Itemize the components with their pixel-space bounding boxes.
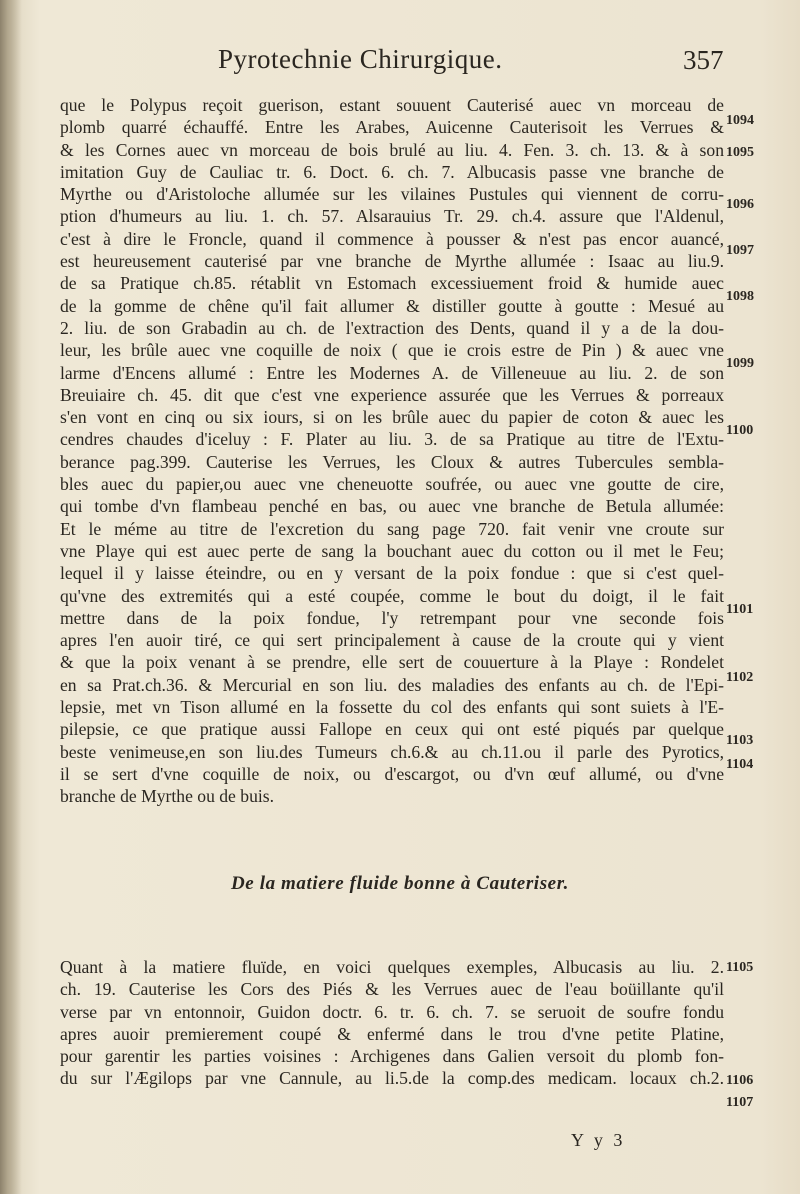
text-line: Breuiaire ch. 45. dit que c'est vne experience assurée que les Verrues & porreaux bbox=[60, 384, 724, 405]
margin-note: 1102 bbox=[726, 670, 754, 685]
text-line: est heureusement cauterisé par vne branche de Myrthe allumée : Isaac au liu.9. bbox=[60, 251, 724, 272]
margin-note: 1107 bbox=[726, 1095, 754, 1110]
text-line: qu'vne des extremités qui a esté coupée, comme le bout du doigt, il le fait bbox=[60, 585, 724, 606]
text-line: lepsie, met vn Tison allumé en la fossette du col des enfants qui sont suiets à l'E- bbox=[60, 697, 724, 718]
margin-note: 1100 bbox=[726, 423, 754, 438]
text-line: il se sert d'vne coquille de noix, ou d'escargot, ou d'vn œuf allumé, ou d'vne bbox=[60, 763, 724, 784]
section-heading: De la matiere fluide bonne à Cauteriser. bbox=[230, 873, 570, 894]
text-line: imitation Guy de Cauliac tr. 6. Doct. 6. ch. 7. Albucasis passe vne branche de bbox=[60, 161, 724, 182]
margin-note: 1099 bbox=[726, 356, 754, 371]
text-line: larme d'Encens allumé : Entre les Modernes A. de Villeneuue au liu. 2. de son bbox=[60, 362, 724, 383]
page-header bbox=[0, 44, 800, 84]
text-line: pilepsie, ce que pratique aussi Fallope en ceux qui ont esté piqués par quelque bbox=[60, 719, 724, 740]
text-line: pour garentir les parties voisines : Archigenes dans Galien versoit du plomb fon- bbox=[60, 1046, 724, 1067]
margin-note: 1103 bbox=[726, 733, 754, 748]
margin-note: 1101 bbox=[726, 602, 754, 617]
text-line: branche de Myrthe ou de buis. bbox=[60, 786, 274, 807]
main-text-block bbox=[60, 94, 724, 808]
text-line: lequel il y laisse éteindre, ou en y versant de la poix fondue : que si c'est quel- bbox=[60, 563, 724, 584]
second-text-block bbox=[60, 956, 724, 1090]
margin-note: 1096 bbox=[726, 197, 754, 212]
text-line: en sa Prat.ch.36. & Mercurial en son liu. des maladies des enfants au ch. de l'Epi- bbox=[60, 674, 724, 695]
text-line: berance pag.399. Cauterise les Verrues, les Cloux & autres Tubercules sembla- bbox=[60, 451, 724, 472]
text-line: s'en vont en cinq ou six iours, si on les brûle auec du papier de coton & auec les bbox=[60, 407, 724, 428]
text-line: de la gomme de chêne qu'il fait allumer & distiller goutte à goutte : Mesué au bbox=[60, 295, 724, 316]
margin-note: 1106 bbox=[726, 1073, 754, 1088]
margin-note: 1094 bbox=[726, 113, 754, 128]
text-line: cendres chaudes d'iceluy : F. Plater au liu. 3. de sa Pratique au titre de l'Extu- bbox=[60, 429, 724, 450]
page-number: 357 bbox=[683, 45, 724, 75]
text-line: de sa Pratique ch.85. rétablit vn Estomach excessiuement froid & humide auec bbox=[60, 273, 724, 294]
page-gutter-shadow bbox=[0, 0, 22, 1194]
text-line: mettre dans de la poix fondue, l'y retrempant pour vne seconde fois bbox=[60, 607, 724, 628]
text-line: Myrthe ou d'Aristoloche allumée sur les vilaines Pustules qui viennent de corru- bbox=[60, 184, 724, 205]
text-line: bles auec du papier,ou auec vne cheneuotte soufrée, ou auec vne goutte de cire, bbox=[60, 474, 724, 495]
text-line: leur, les brûle auec vne coquille de noix ( que ie crois estre de Pin ) & auec vne bbox=[60, 340, 724, 361]
text-line: que le Polypus reçoit guerison, estant souuent Cauterisé auec vn morceau de bbox=[60, 95, 724, 115]
text-line: 2. liu. de son Grabadin au ch. de l'extraction des Dents, quand il y a de la dou- bbox=[60, 317, 724, 338]
margin-note: 1098 bbox=[726, 289, 754, 304]
text-line: ption d'humeurs au liu. 1. ch. 57. Alsarauius Tr. 29. ch.4. assure que l'Aldenul, bbox=[60, 206, 724, 227]
text-line: ch. 19. Cauterise les Cors des Piés & les Verrues auec de l'eau boüillante qu'il bbox=[60, 979, 724, 1000]
running-title: Pyrotechnie Chirurgique. bbox=[218, 44, 503, 74]
text-line: & les Cornes auec vn morceau de bois brulé au liu. 4. Fen. 3. ch. 13. & à son bbox=[60, 139, 724, 160]
margin-note: 1104 bbox=[726, 757, 754, 772]
text-line: verse par vn entonnoir, Guidon doctr. 6. tr. 6. ch. 7. se seruoit de soufre fondu bbox=[60, 1001, 724, 1022]
margin-note: 1095 bbox=[726, 145, 754, 160]
text-line: beste venimeuse,en son liu.des Tumeurs ch.6.& au ch.11.ou il parle des Pyrotics, bbox=[60, 741, 724, 762]
text-line: du sur l'Ægilops par vne Cannule, au li.5.de la comp.des medicam. locaux ch.2. bbox=[60, 1068, 724, 1089]
text-line: qui tombe d'vn flambeau penché en bas, ou auec vne branche de Betula allumée: bbox=[60, 496, 724, 517]
margin-note: 1105 bbox=[726, 960, 754, 975]
text-line: apres l'en auoir tiré, ce qui sert principalement à cause de la croute qui y vient bbox=[60, 630, 724, 651]
text-line: vne Playe qui est auec perte de sang la bouchant auec du cotton ou il met le Feu; bbox=[60, 540, 724, 561]
text-line: Et le méme au titre de l'excretion du sang page 720. fait venir vne croute sur bbox=[60, 518, 724, 539]
text-line: c'est à dire le Froncle, quand il commence à pousser & n'est pas encor auancé, bbox=[60, 228, 724, 249]
margin-note: 1097 bbox=[726, 243, 754, 258]
signature-mark: Y y 3 bbox=[571, 1130, 626, 1150]
text-line: & que la poix venant à se prendre, elle sert de couuerture à la Playe : Rondelet bbox=[60, 652, 724, 673]
text-line: apres auoir premierement coupé & enfermé dans le trou d'vne petite Platine, bbox=[60, 1023, 724, 1044]
text-line: plomb quarré échauffé. Entre les Arabes, Auicenne Cauterisoit les Verrues & bbox=[60, 117, 724, 138]
text-line: Quant à la matiere fluïde, en voici quelques exemples, Albucasis au liu. 2. bbox=[60, 957, 724, 977]
